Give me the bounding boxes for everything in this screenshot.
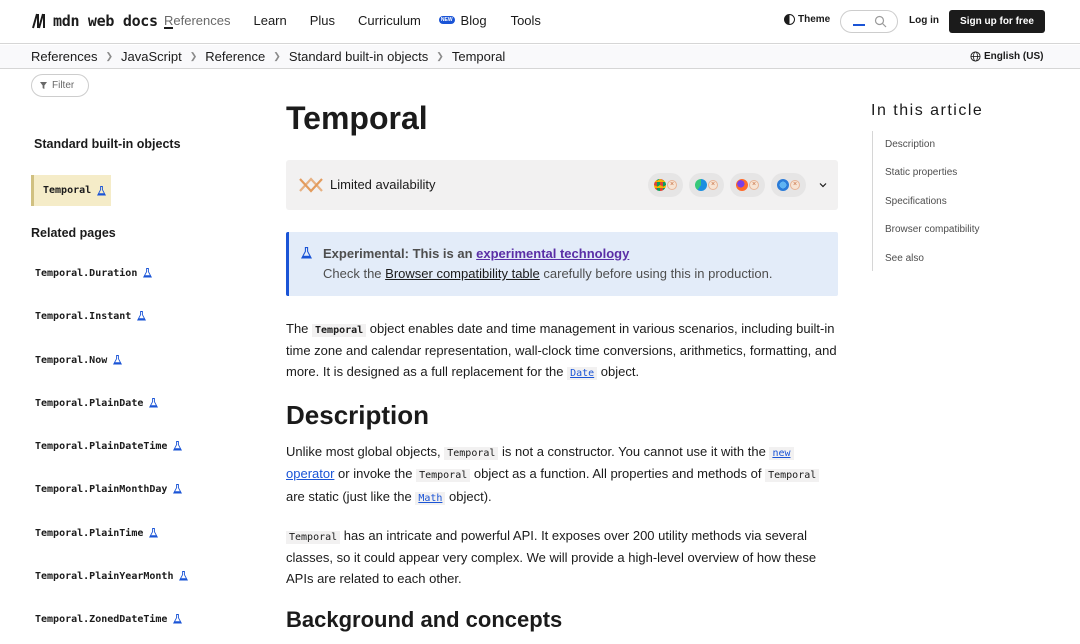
breadcrumb-reference[interactable]: Reference (205, 49, 266, 64)
text-span: object as a function. All properties and methods of (470, 466, 766, 482)
text-span: object. (597, 363, 640, 379)
nav-blog[interactable]: Blog (460, 13, 487, 28)
chrome-icon (654, 179, 666, 191)
availability-banner[interactable] (286, 160, 838, 210)
mdn-logo-icon (31, 12, 49, 30)
chevron-right-icon: ❯ (189, 51, 198, 61)
nav-plus[interactable]: Plus (309, 13, 336, 28)
experimental-flask-icon (301, 247, 312, 259)
firefox-icon (736, 179, 748, 191)
browser-group-chrome (648, 173, 683, 197)
text-span: are static (just like the (286, 488, 416, 504)
experimental-technology-link[interactable]: experimental technology (476, 246, 630, 261)
sidebar-item-duration[interactable] (35, 262, 188, 305)
description-paragraph (286, 442, 838, 509)
inline-code: Temporal (444, 447, 498, 460)
browser-group-firefox (730, 173, 765, 197)
intro-paragraph (286, 319, 838, 384)
sidebar-item-label: Temporal.ZonedDateTime (35, 614, 168, 626)
toc-item-static-properties[interactable]: Static properties (885, 167, 958, 179)
sidebar-item-zoneddatetime[interactable] (35, 608, 188, 644)
safari-icon (777, 179, 789, 191)
breadcrumb-javascript[interactable]: JavaScript (121, 49, 182, 64)
inline-code: Date (567, 367, 597, 380)
theme-button[interactable] (784, 14, 830, 25)
login-link[interactable]: Log in (909, 15, 939, 26)
toc-item-specifications[interactable]: Specifications (885, 195, 947, 207)
breadcrumb-bar (0, 45, 1080, 69)
sidebar-item-label: Temporal.Duration (35, 268, 138, 279)
experimental-flask-icon (97, 186, 106, 196)
signup-button[interactable]: Sign up for free (949, 10, 1045, 33)
sidebar-item-plainyearmonth[interactable] (35, 565, 188, 608)
nav-curriculum[interactable] (358, 13, 453, 28)
language-label: English (US) (984, 51, 1044, 62)
experimental-flask-icon (143, 268, 152, 278)
text-span: The (286, 321, 313, 336)
sidebar-item-temporal[interactable] (31, 175, 111, 206)
search-icon (874, 15, 887, 28)
sidebar-item-now[interactable] (35, 349, 188, 392)
language-selector[interactable] (970, 51, 1043, 62)
nav-learn[interactable]: Learn (253, 13, 287, 28)
sidebar-item-label: Temporal.Now (35, 354, 108, 366)
edge-icon (695, 179, 707, 191)
toc-item-browser-compatibility[interactable]: Browser compatibility (885, 224, 980, 236)
toc-item-see-also[interactable]: See also (885, 252, 924, 264)
nav-curriculum-label: Curriculum (358, 13, 421, 28)
notice-l2-suffix: carefully before using this in production. (539, 266, 773, 281)
browser-compat-link[interactable]: Browser compatibility table (385, 266, 540, 281)
experimental-flask-icon (173, 484, 182, 494)
breadcrumb-references[interactable]: References (31, 49, 98, 64)
search-input[interactable] (840, 10, 898, 33)
text-span: Unlike most global objects, (286, 444, 445, 459)
limited-availability-icon (299, 176, 323, 194)
notice-line-2 (323, 266, 772, 281)
main-nav (164, 13, 541, 28)
experimental-flask-icon (179, 571, 188, 581)
browser-group-safari (771, 173, 806, 197)
top-navigation (0, 0, 1080, 44)
notice-line-1 (323, 246, 629, 261)
filter-icon (40, 82, 47, 89)
sidebar-item-instant[interactable] (35, 305, 188, 348)
api-paragraph (286, 526, 838, 589)
new-badge: NEW (440, 17, 453, 23)
sidebar-item-label: Temporal.PlainYearMonth (35, 571, 174, 583)
chevron-right-icon: ❯ (105, 51, 114, 61)
unsupported-icon: × (749, 180, 759, 190)
breadcrumb (31, 49, 505, 64)
mdn-logo[interactable] (31, 12, 173, 30)
experimental-flask-icon (137, 311, 146, 321)
nav-references[interactable]: References (164, 13, 231, 28)
experimental-flask-icon (173, 614, 182, 624)
link-text: operator (286, 466, 335, 482)
chevron-right-icon: ❯ (273, 51, 281, 61)
browser-group-edge (689, 173, 724, 197)
unsupported-icon: × (790, 180, 800, 190)
toc-item-description[interactable]: Description (885, 139, 936, 150)
inline-code: Temporal (312, 324, 366, 337)
background-heading[interactable]: Background and concepts (286, 607, 563, 632)
unsupported-icon: × (667, 180, 677, 190)
chevron-down-icon[interactable] (818, 180, 828, 190)
notice-prefix: Experimental: This is an (323, 246, 477, 261)
sidebar-item-label: Temporal.PlainTime (35, 527, 144, 539)
inline-code: Math (415, 492, 445, 505)
experimental-flask-icon (149, 528, 158, 538)
toc-title: In this article (871, 102, 984, 119)
page-title: Temporal (286, 100, 428, 136)
filter-placeholder: Filter (52, 80, 75, 91)
text-span: has an intricate and powerful API. It exposes over 200 utility methods via several classes, so it could appear very complex. We will provide a high-level overview of how these APIs are related to each other. (286, 528, 817, 586)
sidebar-item-label: Temporal.PlainDate (35, 397, 144, 409)
nav-tools[interactable]: Tools (510, 13, 541, 28)
math-link[interactable] (415, 489, 445, 504)
inline-code: Temporal (416, 469, 470, 482)
sidebar-item-label: Temporal.PlainDateTime (35, 441, 168, 453)
unsupported-icon: × (708, 180, 718, 190)
breadcrumb-standard-objects[interactable]: Standard built-in objects (288, 49, 429, 64)
inline-code: new (769, 447, 793, 460)
experimental-flask-icon (113, 355, 122, 365)
sidebar-related-heading: Related pages (31, 226, 116, 240)
browser-support (648, 173, 828, 197)
text-span: is not a constructor. You cannot use it with the (498, 444, 770, 459)
experimental-flask-icon (149, 398, 158, 408)
text-span: object). (445, 488, 492, 504)
inline-code: Temporal (765, 469, 819, 482)
chevron-right-icon: ❯ (436, 51, 444, 61)
availability-label: Limited availability (330, 177, 436, 192)
globe-icon (970, 51, 981, 62)
sidebar-related-list (35, 262, 188, 644)
sidebar-item-plaindatetime[interactable] (35, 435, 188, 478)
sidebar-heading[interactable]: Standard built-in objects (34, 137, 181, 151)
search-caret (853, 24, 865, 26)
sidebar-filter-input[interactable] (31, 74, 89, 97)
sidebar-item-label: Temporal (43, 185, 92, 196)
experimental-notice (286, 232, 838, 296)
theme-label: Theme (798, 14, 831, 25)
date-link[interactable] (567, 364, 597, 379)
sidebar-item-plaindate[interactable] (35, 392, 188, 435)
inline-code: Temporal (286, 531, 340, 544)
sidebar-item-label: Temporal.Instant (35, 311, 132, 323)
text-span: object enables date and time management in various scenarios, including built-in time zone and calendar representation, wall-clock time conversions, arithmetics, formatting, and more. It is designed as a full replacement for the (286, 321, 837, 379)
text-span: or invoke the (334, 466, 417, 482)
notice-l2-prefix: Check the (323, 266, 386, 281)
sidebar-item-plainmonthday[interactable] (35, 478, 188, 521)
logo-text: mdn web docs (53, 12, 158, 30)
description-heading[interactable]: Description (286, 400, 430, 430)
sidebar-item-plaintime[interactable] (35, 522, 188, 565)
table-of-contents (872, 131, 979, 271)
theme-icon (784, 14, 795, 25)
sidebar-item-label: Temporal.PlainMonthDay (35, 484, 168, 496)
experimental-flask-icon (173, 441, 182, 451)
breadcrumb-temporal[interactable]: Temporal (451, 49, 506, 64)
